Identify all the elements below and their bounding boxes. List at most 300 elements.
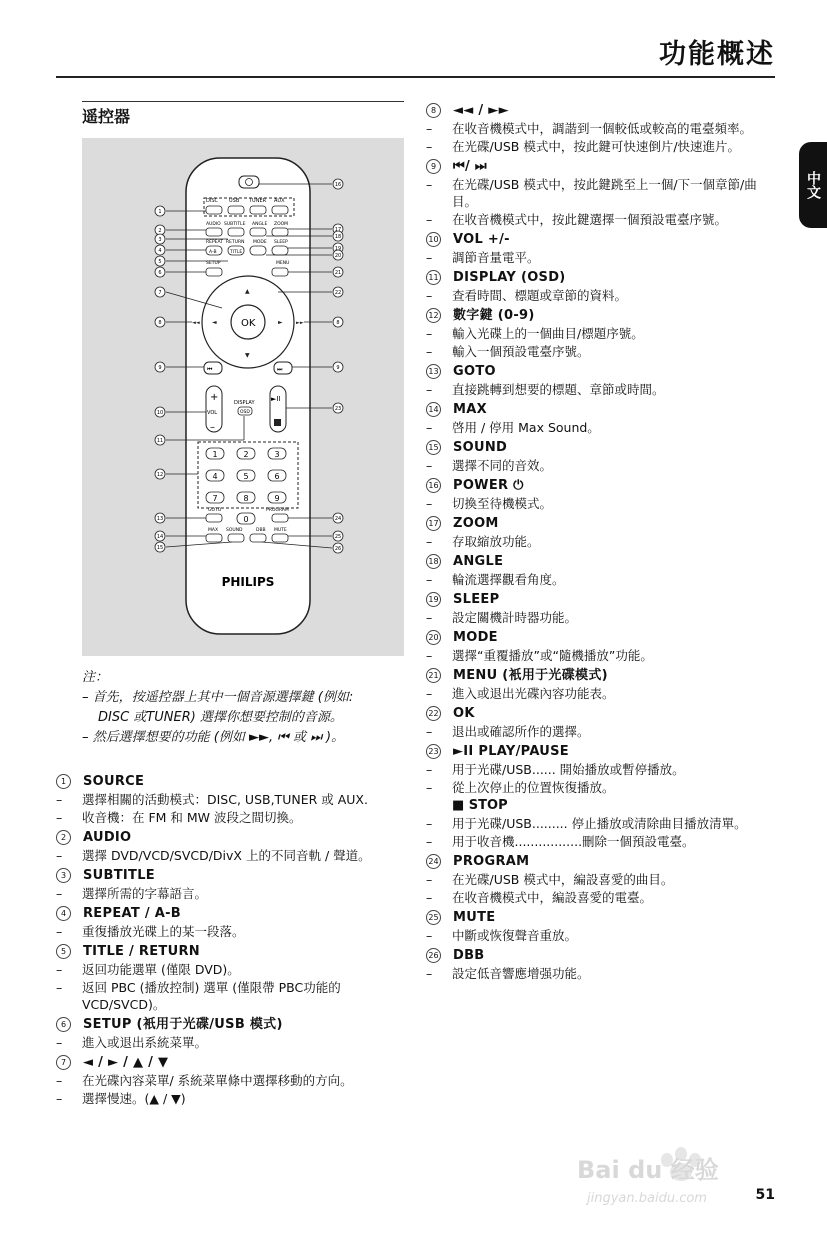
function-name: SETUP (衹用于光碟/USB 模式) [83,1017,283,1032]
header-rule [56,76,775,78]
function-name: VOL +/- [453,232,510,247]
function-title [426,363,776,380]
svg-text:8: 8 [336,320,340,326]
function-item [426,667,776,702]
function-title [426,231,776,248]
function-title [426,667,776,684]
function-title [426,439,776,456]
function-description [56,791,401,808]
svg-text:5: 5 [243,472,249,481]
description-text: 選擇不同的音效。 [452,458,553,473]
function-description [56,809,401,826]
svg-text:8: 8 [158,320,162,326]
language-tab: 中文 [799,142,827,228]
function-name: MUTE [453,910,496,925]
function-title [56,867,401,884]
watermark [569,1140,769,1210]
function-item [426,553,776,588]
function-item [426,401,776,436]
right-function-list [426,99,776,983]
svg-text:18: 18 [334,234,342,240]
svg-text:USB: USB [229,198,240,204]
svg-text:MENU: MENU [276,261,290,266]
bullet-dash: – [426,966,433,981]
svg-text:MUTE: MUTE [274,528,287,533]
description-text: 存取縮放功能。 [452,534,540,549]
function-name: SUBTITLE [83,868,155,883]
description-text: 進入或退出光碟內容功能表。 [452,686,615,701]
svg-text:2: 2 [243,450,249,459]
function-item [56,773,401,826]
svg-text:9: 9 [336,365,340,371]
function-title [56,829,401,846]
function-description [426,723,776,740]
svg-text:–: – [210,422,215,433]
description-text: 選擇所需的字幕語言。 [82,886,208,901]
function-description [426,871,776,888]
description-text: 輸入一個預設電臺序號。 [452,344,590,359]
svg-text:8: 8 [243,494,249,503]
svg-text:1: 1 [212,450,218,459]
function-description [426,419,776,436]
svg-text:5: 5 [158,259,162,265]
function-title [426,515,776,532]
svg-text:⏭: ⏭ [277,366,283,373]
svg-text:GOTO: GOTO [208,508,222,513]
function-item [426,591,776,626]
function-title [426,743,776,760]
svg-text:►►: ►► [296,320,304,326]
function-description [56,1034,401,1051]
function-item [56,829,401,864]
svg-text:26: 26 [334,546,342,552]
callout-number: 7 [56,1055,71,1070]
page-number: 51 [755,1187,775,1203]
function-title [426,269,776,286]
svg-text:+: + [210,392,219,403]
bullet-dash: – [426,762,433,777]
function-title [56,943,401,960]
function-item [56,1016,401,1051]
bullet-dash: – [56,886,63,901]
bullet-dash: – [426,121,433,136]
description-text: 用于光碟/USB......... 停止播放或清除曲目播放清單。 [452,816,747,831]
svg-text:11: 11 [156,438,164,444]
function-name: DISPLAY (OSD) [453,270,566,285]
svg-text:AUX: AUX [274,198,285,204]
function-name: ◄ / ► / ▲ / ▼ [83,1055,169,1070]
function-item [426,853,776,906]
callout-number: 11 [426,270,441,285]
svg-text:Bai du 经验: Bai du 经验 [577,1156,719,1184]
svg-text:ANGLE: ANGLE [252,222,268,227]
svg-text:DBB: DBB [256,528,266,533]
function-description [426,889,776,906]
function-item [426,269,776,304]
remote-control-figure [82,138,404,656]
svg-text:24: 24 [334,516,342,522]
notes-line: – 首先，按遥控器上其中一個音源選擇鍵 (例如: [82,690,354,705]
svg-text:OK: OK [241,318,256,329]
callout-number: 25 [426,910,441,925]
description-text: 切換至待機模式。 [452,496,553,511]
svg-text:MAX: MAX [208,528,219,533]
function-title [56,1016,401,1033]
bullet-dash: – [56,1073,63,1088]
svg-text:▲: ▲ [245,288,250,295]
callout-number: 26 [426,948,441,963]
svg-text:DISC: DISC [206,198,218,204]
bullet-dash: – [426,534,433,549]
description-text: 設定低音響應增强功能。 [452,966,590,981]
function-description [426,211,776,228]
notes-label: 注： [82,670,109,685]
function-item [426,307,776,360]
description-text: 進入或退出系統菜單。 [82,1035,208,1050]
svg-text:VOL: VOL [207,410,218,416]
page-title: 功能概述 [659,39,775,70]
svg-text:ZOOM: ZOOM [274,222,289,227]
svg-text:►II: ►II [271,395,281,403]
function-description [426,457,776,474]
description-text: 選擇 DVD/VCD/SVCD/DivX 上的不同音軌 / 聲道。 [82,848,371,863]
function-name: OK [453,706,475,721]
bullet-dash: – [426,648,433,663]
svg-text:⏮: ⏮ [207,366,213,373]
section-title: 遥控器 [82,107,131,126]
function-name: MENU (衹用于光碟模式) [453,668,608,683]
svg-text:6: 6 [158,270,162,276]
remote-control-illustration [82,138,404,656]
callout-number: 12 [426,308,441,323]
callout-number: 23 [426,744,441,759]
bullet-dash: – [426,420,433,435]
description-text: 在收音機模式中，按此鍵選擇一個預設電臺序號。 [452,212,728,227]
function-description [426,779,776,796]
svg-text:OSD: OSD [240,410,250,415]
function-name: ◄◄ / ►► [453,103,509,118]
function-item [426,743,776,850]
function-item [56,867,401,902]
description-text: 重復播放光碟上的某一段落。 [82,924,245,939]
svg-text:SLEEP: SLEEP [274,240,288,245]
description-text: 在光碟內容菜單/ 系統菜單條中選擇移動的方向。 [82,1073,353,1088]
function-title [426,947,776,964]
function-item [426,515,776,550]
description-text: 中斷或恢復聲音重放。 [452,928,578,943]
callout-number: 24 [426,854,441,869]
function-description [426,833,776,850]
function-description [426,685,776,702]
callout-number: 19 [426,592,441,607]
function-description [426,965,776,982]
callout-number: 14 [426,402,441,417]
svg-text:12: 12 [156,472,164,478]
bullet-dash: – [426,382,433,397]
function-name: SOUND [453,440,508,455]
function-title [426,307,776,324]
function-description [426,138,776,155]
function-description [426,927,776,944]
function-description [56,847,401,864]
description-text: 選擇相關的活動模式：DISC, USB,TUNER 或 AUX. [82,792,368,807]
function-title [426,553,776,570]
function-description [56,885,401,902]
function-description [426,120,776,137]
function-description [56,979,401,1013]
bullet-dash: – [426,250,433,265]
function-description [56,923,401,940]
svg-text:►: ► [278,319,283,326]
svg-text:25: 25 [334,534,342,540]
description-text: 在收音機模式中，調諧到一個較低或較高的電臺頻率。 [452,121,753,136]
svg-text:SOUND: SOUND [226,528,243,533]
svg-text:3: 3 [274,450,280,459]
function-title [56,773,401,790]
function-item [56,905,401,940]
function-name: AUDIO [83,830,132,845]
function-description [426,249,776,266]
svg-text:15: 15 [156,545,164,551]
function-title [426,629,776,646]
function-item [426,102,776,155]
function-item [426,909,776,944]
function-description [426,761,776,778]
callout-number: 16 [426,478,441,493]
description-text: 在收音機模式中，編設喜愛的電臺。 [452,890,653,905]
function-title [426,705,776,722]
function-description [426,609,776,626]
function-item [426,363,776,398]
function-description [426,647,776,664]
function-description [426,176,776,210]
description-text: 從上次停止的位置恢復播放。 [452,780,615,795]
function-description [426,287,776,304]
svg-text:19: 19 [334,246,342,252]
description-text: 退出或確認所作的選擇。 [452,724,590,739]
notes-line: – 然后選擇想要的功能 (例如 ►►, ⏮ 或 ⏭ )。 [82,730,345,745]
callout-number: 2 [56,830,71,845]
callout-number: 1 [56,774,71,789]
bullet-dash: – [56,962,63,977]
bullet-dash: – [426,326,433,341]
notes-line: DISC 或TUNER) 選擇你想要控制的音源。 [98,710,343,725]
svg-text:4: 4 [212,472,218,481]
svg-text:A-B: A-B [209,250,217,255]
function-title [426,477,776,494]
svg-text:RETURN: RETURN [226,240,245,245]
callout-number: 6 [56,1017,71,1032]
function-name: ⏮/ ⏭ [453,159,487,174]
function-item [426,231,776,266]
callout-number: 3 [56,868,71,883]
bullet-dash: – [426,724,433,739]
svg-text:◄: ◄ [212,319,217,326]
description-text: 選擇慢速。(▲ / ▼) [82,1091,186,1106]
function-description [56,1072,401,1089]
bullet-dash: – [426,344,433,359]
function-description [426,571,776,588]
function-description [426,533,776,550]
function-title [426,158,776,175]
function-title [426,591,776,608]
svg-text:0: 0 [243,515,249,524]
bullet-dash: – [56,1091,63,1106]
svg-text:3: 3 [158,237,162,243]
svg-text:TUNER: TUNER [249,198,267,204]
description-text: 輪流選擇觀看角度。 [452,572,565,587]
description-text: 在光碟/USB 模式中，按此鍵跳至上一個/下一個章節/曲目。 [452,177,757,209]
function-subtitle: ■ STOP [452,798,508,813]
function-description [426,381,776,398]
function-title [56,905,401,922]
svg-text:23: 23 [334,406,342,412]
bullet-dash: – [426,928,433,943]
description-text: 返回功能選單 (僅限 DVD)。 [82,962,240,977]
svg-text:PROGRAM: PROGRAM [266,508,289,513]
bullet-dash: – [426,458,433,473]
svg-text:9: 9 [158,365,162,371]
bullet-dash: – [56,810,63,825]
callout-number: 17 [426,516,441,531]
svg-text:SUBTITLE: SUBTITLE [224,222,246,227]
svg-text:17: 17 [334,227,342,233]
callout-number: 20 [426,630,441,645]
description-text: 選擇“重覆播放”或“隨機播放”功能。 [452,648,653,663]
callout-number: 18 [426,554,441,569]
bullet-dash: – [426,890,433,905]
description-text: 用于收音機.................刪除一個預設電臺。 [452,834,695,849]
svg-text:DISPLAY: DISPLAY [234,400,255,406]
function-description [426,343,776,360]
svg-text:20: 20 [334,253,342,259]
function-name: MODE [453,630,498,645]
svg-text:14: 14 [156,534,164,540]
function-item [56,943,401,1013]
callout-number: 5 [56,944,71,959]
function-name: SOURCE [83,774,145,789]
svg-text:1: 1 [158,209,162,215]
callout-number: 15 [426,440,441,455]
description-text: 用于光碟/USB...... 開始播放或暫停播放。 [452,762,685,777]
bullet-dash: – [56,792,63,807]
description-text: 收音機：在 FM 和 MW 波段之間切換。 [82,810,302,825]
description-text: 在光碟/USB 模式中，按此鍵可快速倒片/快速進片。 [452,139,741,154]
function-description [56,961,401,978]
function-name: TITLE / RETURN [83,944,200,959]
svg-text:4: 4 [158,248,162,254]
svg-text:7: 7 [158,290,162,296]
svg-text:16: 16 [334,182,342,188]
description-text: 設定關機計時器功能。 [452,610,578,625]
bullet-dash: – [426,139,433,154]
function-description [426,495,776,512]
function-item [426,439,776,474]
bullet-dash: – [426,572,433,587]
function-item [426,477,776,512]
function-name: ►II PLAY/PAUSE [453,744,569,759]
callout-number: 4 [56,906,71,921]
bullet-dash: – [426,610,433,625]
callout-number: 10 [426,232,441,247]
svg-text:10: 10 [156,410,164,416]
function-name: ANGLE [453,554,504,569]
svg-text:TITLE: TITLE [230,250,243,255]
svg-text:21: 21 [334,270,342,276]
function-item [426,705,776,740]
svg-text:MODE: MODE [253,240,267,245]
callout-number: 8 [426,103,441,118]
svg-text:9: 9 [274,494,280,503]
function-name: 數字鍵 (0-9) [453,308,535,323]
section-rule [82,101,404,102]
function-name: MAX [453,402,487,417]
function-item [426,158,776,228]
function-name: POWER ⏻ [453,478,524,493]
svg-text:2: 2 [158,228,162,234]
paw-watermark-icon [569,1140,769,1210]
description-text: 返回 PBC (播放控制) 選單 (僅限帶 PBC功能的 VCD/SVCD)。 [82,980,341,1012]
bullet-dash: – [426,780,433,795]
function-item [56,1054,401,1107]
function-title [56,1054,401,1071]
bullet-dash: – [56,848,63,863]
description-text: 查看時間、標題或章節的資料。 [452,288,628,303]
bullet-dash: – [426,496,433,511]
description-text: 在光碟/USB 模式中，編設喜愛的曲目。 [452,872,674,887]
function-item [426,947,776,982]
svg-text:AUDIO: AUDIO [206,222,221,227]
callout-number: 9 [426,159,441,174]
function-name: GOTO [453,364,496,379]
function-description [56,1090,401,1107]
callout-number: 13 [426,364,441,379]
svg-text:7: 7 [212,494,218,503]
bullet-dash: – [56,980,63,995]
function-title [426,102,776,119]
description-text: 輸入光碟上的一個曲目/標題序號。 [452,326,644,341]
callout-number: 21 [426,668,441,683]
description-text: 調節音量電平。 [452,250,540,265]
function-name: PROGRAM [453,854,530,869]
function-description [426,815,776,832]
function-title [426,401,776,418]
bullet-dash: – [426,288,433,303]
svg-text:13: 13 [156,516,164,522]
bullet-dash: – [426,686,433,701]
svg-text:REPEAT: REPEAT [206,240,224,245]
svg-text:PHILIPS: PHILIPS [221,575,275,589]
bullet-dash: – [426,872,433,887]
svg-text:jingyan.baidu.com: jingyan.baidu.com [587,1191,707,1206]
bullet-dash: – [426,212,433,227]
bullet-dash: – [56,924,63,939]
svg-text:6: 6 [274,472,280,481]
svg-text:22: 22 [334,290,342,296]
bullet-dash: – [56,1035,63,1050]
function-name: SLEEP [453,592,500,607]
function-title [426,853,776,870]
description-text: 直接跳轉到想要的標題、章節或時間。 [452,382,665,397]
function-name: DBB [453,948,485,963]
description-text: 啓用 / 停用 Max Sound。 [452,420,600,435]
function-description [426,325,776,342]
bullet-dash: – [426,816,433,831]
svg-text:▼: ▼ [245,352,250,359]
function-name: ZOOM [453,516,499,531]
function-item [426,629,776,664]
svg-text:◄◄: ◄◄ [192,320,200,326]
